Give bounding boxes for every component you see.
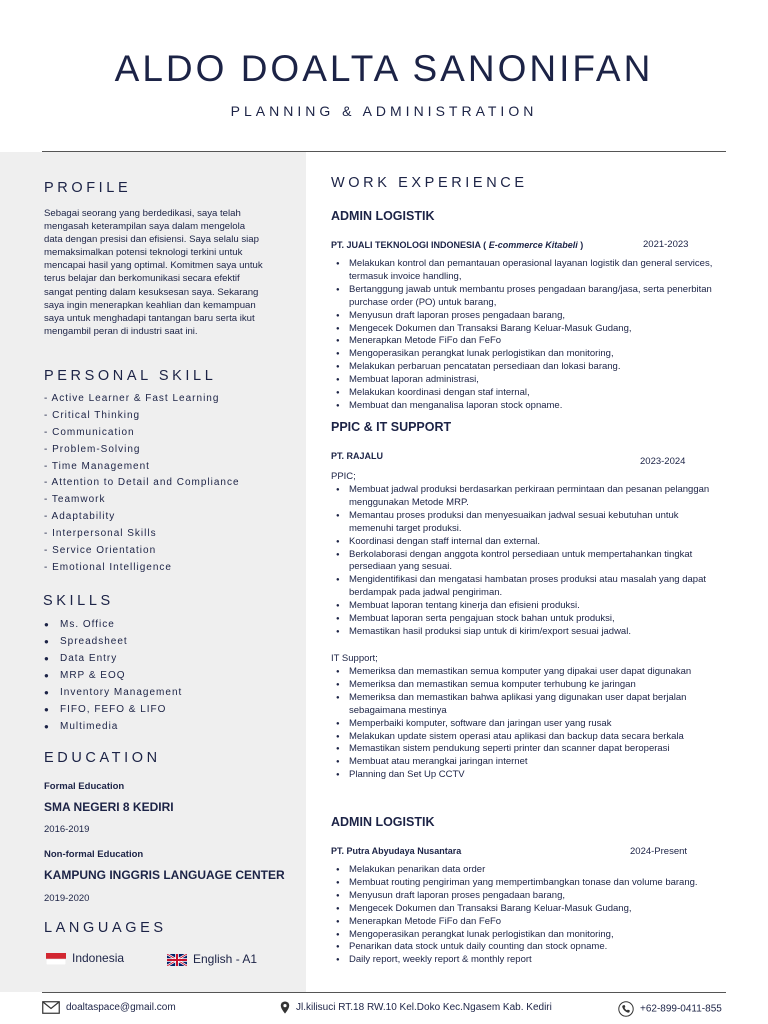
nonformal-years: 2019-2020 (44, 893, 90, 904)
duty-item: ● Bertanggung jawab untuk membantu proses pengadaan barang/jasa, serta penerbitan purchase order (PO) untuk barang, (331, 284, 721, 310)
personal-skill-item: - Service Orientation (44, 545, 157, 557)
ppic-duties-list (331, 484, 721, 639)
skill-item: ● Data Entry (44, 650, 182, 667)
personal-skill-list (44, 391, 240, 577)
duty-item: ● Mengidentifikasi dan mengatasi hambatan proses produksi atau masalah yang dapat berdampak pada jadwal pengiriman. (331, 574, 721, 600)
bullet-icon: ● (44, 671, 50, 680)
personal-skill-item: - Active Learner & Fast Learning (44, 393, 220, 404)
job-title: ADMIN LOGISTIK (331, 815, 435, 829)
duty-item: ● Menerapkan Metode FiFo dan FeFo (331, 335, 721, 348)
duty-item: ● Mengoperasikan perangkat lunak perlogistikan dan monitoring, (331, 929, 721, 942)
duty-item: ● Membuat laporan administrasi, (331, 374, 721, 387)
skill-item: ● Multimedia (44, 718, 182, 735)
phone-text[interactable]: +62-899-0411-855 (640, 1003, 722, 1015)
bullet-icon: ● (44, 637, 50, 646)
bullet-icon: ● (44, 620, 50, 629)
skill-item: ● FIFO, FEFO & LIFO (44, 701, 182, 718)
duty-item: ● Berkolaborasi dengan anggota kontrol persediaan untuk mempertahankan tingkat persediaan yang sesuai. (331, 549, 721, 575)
duty-item: ● Memeriksa dan memastikan semua komputer terhubung ke jaringan (331, 679, 721, 692)
formal-education-label: Formal Education (44, 781, 125, 792)
it-support-label: IT Support; (331, 653, 378, 664)
duty-item: ● Mengoperasikan perangkat lunak perlogistikan dan monitoring, (331, 348, 721, 361)
duty-item: ● Melakukan kontrol dan pemantauan operasional layanan logistik dan general services, termasuk invoice handling, (331, 258, 721, 284)
duty-item: ● Mengecek Dokumen dan Transaksi Barang Keluar-Masuk Gudang, (331, 323, 721, 336)
company-name: PT. RAJALU (331, 451, 384, 461)
personal-skill-item: - Problem-Solving (44, 443, 141, 455)
job-role: PLANNING & ADMINISTRATION (230, 103, 538, 119)
personal-skill-item: - Interpersonal Skills (44, 528, 157, 540)
work-experience-heading: WORK EXPERIENCE (331, 175, 528, 191)
duty-item: ● Koordinasi dengan staff internal dan external. (331, 536, 721, 549)
ppic-label: PPIC; (331, 471, 356, 482)
nonformal-school: KAMPUNG INGGRIS LANGUAGE CENTER (44, 868, 285, 882)
email-text[interactable]: doaltaspace@gmail.com (66, 1002, 176, 1014)
job-title: ADMIN LOGISTIK (331, 209, 435, 223)
mail-icon (42, 1001, 60, 1014)
skills-list (44, 616, 182, 735)
duty-item: ● Memperbaiki komputer, software dan jaringan user yang rusak (331, 718, 721, 731)
footer-phone[interactable] (618, 1001, 722, 1017)
personal-skill-item: - Teamwork (44, 494, 106, 506)
skill-item: ● Spreadsheet (44, 633, 182, 650)
language-item: English - A1 (167, 952, 257, 966)
duty-item: ● Penarikan data stock untuk daily counting dan stock opname. (331, 941, 721, 954)
duty-item: ● Mengecek Dokumen dan Transaksi Barang Keluar-Masuk Gudang, (331, 903, 721, 916)
duty-item: ● Melakukan penarikan data order (331, 864, 721, 877)
duty-item: ● Memastikan sistem pendukung seperti printer dan scanner dapat beroperasi (331, 743, 721, 756)
duty-item: ● Membuat jadwal produksi berdasarkan perkiraan permintaan dan pesanan pelanggan menggunakan Metode MRP. (331, 484, 721, 510)
skills-heading: SKILLS (43, 593, 114, 609)
duty-item: ● Melakukan update sistem operasi atau aplikasi dan backup data secara berkala (331, 731, 721, 744)
skill-item: ● MRP & EOQ (44, 667, 182, 684)
job-period: 2024-Present (630, 846, 688, 857)
job-duties-list (331, 258, 721, 413)
personal-skill-item: - Critical Thinking (44, 409, 141, 421)
it-duties-list (331, 666, 721, 782)
footer-address (280, 1001, 552, 1014)
personal-skill-item: - Time Management (44, 460, 150, 472)
duty-item: ● Membuat laporan tentang kinerja dan efisieni produksi. (331, 600, 721, 613)
job-period: 2023-2024 (640, 456, 686, 467)
bullet-icon: ● (44, 654, 50, 663)
duty-item: ● Planning dan Set Up CCTV (331, 769, 721, 782)
personal-skill-item: - Attention to Detail and Compliance (44, 477, 240, 489)
address-text: Jl.kilisuci RT.18 RW.10 Kel.Doko Kec.Ngasem Kab. Kediri (296, 1002, 552, 1014)
indonesia-flag-icon (46, 953, 66, 965)
duty-item: ● Melakukan koordinasi dengan staf internal, (331, 387, 721, 400)
duty-item: ● Membuat dan menganalisa laporan stock opname. (331, 400, 721, 413)
duty-item: ● Melakukan perbaruan pencatatan persediaan dan lokasi barang. (331, 361, 721, 374)
duty-item: ● Memastikan hasil produksi siap untuk di kirim/export sesuai jadwal. (331, 626, 721, 639)
skill-item: ● Inventory Management (44, 684, 182, 701)
personal-skill-item: - Communication (44, 426, 135, 438)
job-duties-list (331, 864, 721, 967)
company-name: PT. Putra Abyudaya Nusantara (331, 846, 462, 856)
location-pin-icon (280, 1001, 290, 1014)
formal-school: SMA NEGERI 8 KEDIRI (44, 800, 174, 814)
profile-heading: PROFILE (44, 180, 132, 196)
duty-item: ● Memeriksa dan memastikan semua komputer yang dipakai user dapat digunakan (331, 666, 721, 679)
company-name: PT. JUALI TEKNOLOGI INDONESIA ( E-commerce Kitabeli ) (331, 240, 584, 250)
duty-item: ● Menerapkan Metode FiFo dan FeFo (331, 916, 721, 929)
duty-item: ● Memeriksa dan memastikan bahwa aplikasi yang digunakan user dapat berjalan sebagaimana mestinya (331, 692, 721, 718)
nonformal-education-label: Non-formal Education (44, 849, 144, 860)
uk-flag-icon (167, 954, 187, 966)
bullet-icon: ● (44, 722, 50, 731)
duty-item: ● Menyusun draft laporan proses pengadaan barang, (331, 890, 721, 903)
resume-header (0, 0, 768, 152)
personal-skill-item: - Adaptability (44, 511, 116, 523)
duty-item: ● Daily report, weekly report & monthly report (331, 954, 721, 967)
education-heading: EDUCATION (44, 750, 161, 766)
language-item: Indonesia (46, 951, 124, 965)
duty-item: ● Membuat atau merangkai jaringan internet (331, 756, 721, 769)
duty-item: ● Membuat laporan serta pengajuan stock bahan untuk produksi, (331, 613, 721, 626)
skill-item: ● Ms. Office (44, 616, 182, 633)
footer-email[interactable] (42, 1001, 176, 1014)
bullet-icon: ● (44, 705, 50, 714)
person-name: ALDO DOALTA SANONIFAN (114, 48, 654, 89)
languages-heading: LANGUAGES (44, 920, 167, 936)
duty-item: ● Memantau proses produksi dan menyesuaikan jadwal sesuai kebutuhan untuk memenuhi target produksi. (331, 510, 721, 536)
bullet-icon: ● (44, 688, 50, 697)
duty-item: ● Menyusun draft laporan proses pengadaan barang, (331, 310, 721, 323)
personal-skill-item: - Emotional Intelligence (44, 561, 172, 573)
duty-item: ● Membuat routing pengiriman yang mempertimbangkan tonase dan volume barang. (331, 877, 721, 890)
footer-divider (42, 992, 726, 993)
job-title: PPIC & IT SUPPORT (331, 420, 452, 434)
job-period: 2021-2023 (643, 239, 689, 250)
phone-icon (618, 1001, 634, 1017)
personal-skill-heading: PERSONAL SKILL (44, 368, 217, 384)
formal-years: 2016-2019 (44, 824, 90, 835)
profile-text: Sebagai seorang yang berdedikasi, saya telah mengasah keterampilan saya dalam mengelola data dengan presisi dan efisiensi. Saya selalu siap memaksimalkan potensi teknologi terkini untuk mencapai hasil yang optimal. Komitmen saya untuk terus belajar dan berkomunikasi secara efektif sangat penting dalam kesuksesan saya. Sekarang saya ingin menerapkan keahlian dan kemampuan saya untuk menghadapi tantangan baru serta ikut mengambil peran di industri saat ini. (44, 208, 263, 337)
